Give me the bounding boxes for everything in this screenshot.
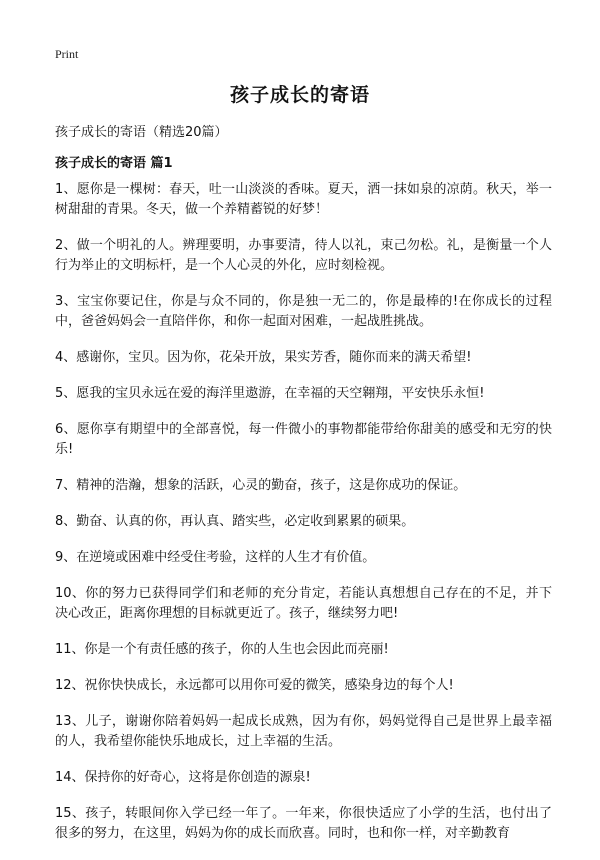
- message-item-5: 5、愿我的宝贝永远在爱的海洋里遨游，在幸福的天空翱翔，平安快乐永恒!: [55, 386, 485, 401]
- message-item-10: 10、你的努力已获得同学们和老师的充分肯定，若能认真想想自己存在的不足，并下决心改正，距离你理想的目标就更近了。孩子，继续努力吧!: [55, 586, 552, 621]
- message-item-15: 15、孩子，转眼间你入学已经一年了。一年来，你很快适应了小学的生活，也付出了很多的努力，在这里，妈妈为你的成长而欣喜。同时，也和你一样，对辛勤教育: [55, 806, 552, 841]
- message-item-13: 13、儿子，谢谢你陪着妈妈一起成长成熟，因为有你，妈妈觉得自己是世界上最幸福的人，我希望你能快乐地成长，过上幸福的生活。: [55, 714, 552, 749]
- print-link[interactable]: Print: [55, 47, 79, 61]
- page-title: 孩子成长的寄语: [229, 84, 370, 106]
- message-list: [55, 180, 552, 860]
- message-item-4: 4、感谢你，宝贝。因为你，花朵开放，果实芳香，随你而来的满天希望!: [55, 350, 472, 365]
- document-subtitle: 孩子成长的寄语（精选20篇）: [55, 125, 228, 140]
- section-heading: 孩子成长的寄语 篇1: [55, 156, 173, 171]
- message-item-14: 14、保持你的好奇心，这将是你创造的源泉!: [55, 770, 311, 785]
- message-item-1: 1、愿你是一棵树：春天，吐一山淡淡的香味。夏天，洒一抹如泉的凉荫。秋天，举一树甜甜的青果。冬天，做一个养精蓄锐的好梦！: [55, 182, 552, 217]
- message-item-8: 8、勤奋、认真的你，再认真、踏实些，必定收到累累的硕果。: [55, 514, 415, 529]
- message-item-9: 9、在逆境或困难中经受住考验，这样的人生才有价值。: [55, 550, 376, 565]
- message-item-3: 3、宝宝你要记住，你是与众不同的，你是独一无二的，你是最棒的!在你成长的过程中，爸爸妈妈会一直陪伴你，和你一起面对困难，一起战胜挑战。: [55, 294, 552, 329]
- message-item-11: 11、你是一个有责任感的孩子，你的人生也会因此而亮丽!: [55, 642, 389, 657]
- message-item-7: 7、精神的浩瀚，想象的活跃，心灵的勤奋，孩子，这是你成功的保证。: [55, 478, 467, 493]
- message-item-2: 2、做一个明礼的人。辨理要明，办事要清，待人以礼，束己勿松。礼，是衡量一个人行为举止的文明标杆，是一个人心灵的外化，应时刻检视。: [55, 238, 552, 273]
- message-item-6: 6、愿你享有期望中的全部喜悦，每一件微小的事物都能带给你甜美的感受和无穷的快乐!: [55, 422, 552, 457]
- message-item-12: 12、祝你快快成长，永远都可以用你可爱的微笑，感染身边的每个人!: [55, 678, 454, 693]
